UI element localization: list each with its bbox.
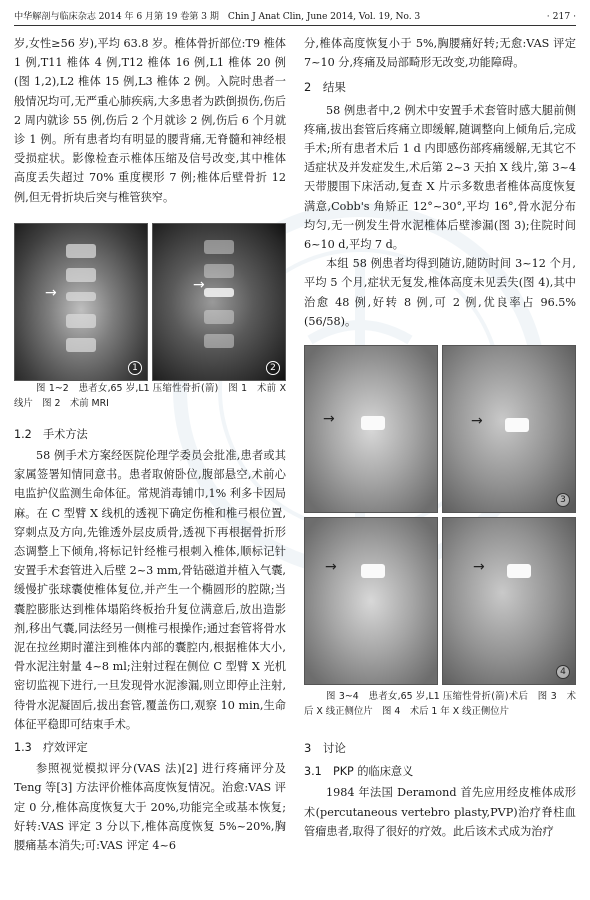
preop-xray-image bbox=[14, 223, 148, 381]
arrow-icon: → bbox=[473, 559, 485, 576]
left-column bbox=[14, 34, 286, 855]
arrow-icon: → bbox=[471, 413, 483, 430]
arrow-icon: → bbox=[323, 411, 335, 428]
figure-number: 4 bbox=[556, 665, 570, 679]
paragraph: 1984 年法国 Deramond 首先应用经皮椎体成形术(percutaneous vertebro plasty,PVP)治疗脊柱血管瘤患者,取得了很好的疗效。此后该术式成为治疗 bbox=[304, 786, 576, 838]
arrow-icon: → bbox=[45, 284, 57, 301]
arrow-icon: → bbox=[193, 276, 205, 293]
figure-caption: 图 1~2 患者女,65 岁,L1 压缩性骨折(箭) 图 1 术前 X 线片 图 2 术前 MRI bbox=[14, 382, 286, 409]
preop-mri-image bbox=[152, 223, 286, 381]
paragraph: 本组 58 例患者均得到随访,随防时间 3~12 个月,平均 5 个月,症状无复发,椎体高度未见丢失(图 4),其中治愈 48 例,好转 8 例,可 2 例,优良率占 96.5%(56/58)。 bbox=[304, 257, 576, 328]
figure-number: 1 bbox=[128, 361, 142, 375]
running-header bbox=[14, 8, 576, 26]
postop-ap-xray-image bbox=[304, 345, 438, 513]
right-column bbox=[304, 34, 576, 841]
figure-3 bbox=[304, 345, 576, 513]
paragraph: 参照视觉模拟评分(VAS 法)[2] 进行疼痛评分及 Teng 等[3] 方法评价椎体高度恢复情况。治愈:VAS 评定 0 分,椎体高度恢复大于 20%,功能完全或基本恢复;好转:VAS 评定 3 分以下,椎体高度恢复 5%~20%,胸腰痛基本消失;可:VAS 评定 4~6 bbox=[14, 762, 286, 853]
followup-lateral-xray-image bbox=[442, 517, 576, 685]
paragraph: 58 例手术方案经医院伦理学委员会批准,患者或其家属签署知情同意书。患者取俯卧位,腹部悬空,术前心电监护仪监测生命体征。常规消毒铺巾,1% 利多卡因局麻。在 C 型臂 X 线机的透视下确定伤椎和椎弓根位置,穿刺点及方向,先锥透外层皮质骨,透视下再根据骨折形态调整上下倾角,将标记针经椎弓根刺入椎体,顺标记针安置手术套管进入后壁 2~3 mm,骨钻磁道并植入气囊,缓慢扩张球囊使椎体复位,并产生一个椭圆形的腔隙;当囊腔膨胀达到椎体塌陷终板抬升复位满意后,放出造影剂,移出气囊,同法经另一侧椎弓根操作;通过套管将骨水泥在拉丝期时灌注到椎体内部的囊腔内,根据椎体大小,骨水泥注射量 4~8 ml;注射过程在侧位 C 型臂 X 光机密切监视下进行,一旦发现骨水泥渗漏,则立即停止注射,待骨水泥凝固后,拔出套管,覆盖伤口,观察 10 min,生命体征平稳即可结束手术。 bbox=[14, 449, 286, 731]
journal-title: 中华解剖与临床杂志 2014 年 6 月第 19 卷第 3 期 Chin J Anat Clin, June 2014, Vol. 19, No. 3 bbox=[14, 11, 421, 22]
figure-4 bbox=[304, 517, 576, 685]
section-heading: 1.2 手术方法 bbox=[14, 427, 88, 441]
figure-3-4 bbox=[304, 345, 576, 685]
figure-number: 3 bbox=[556, 493, 570, 507]
paragraph: 岁,女性≥56 岁),平均 63.8 岁。椎体骨折部位:T9 椎体 1 例,T11 椎体 4 例,T12 椎体 16 例,L1 椎体 20 例(图 1,2),L2 椎体 15 例,L3 椎体 2 例。入院时患者一般情况均可,无严重心肺疾病,大多患者为跌倒损伤,伤后 2 周内就诊 55 例,伤后 2 个月就诊 2 例,伤后 6 个月就诊 1 例。所有患者均有明显的腰背痛,无脊髓和神经根受损症状。影像检查示椎体压缩及信号改变,其中椎体高度丢失超过 70% 重度楔形 7 例;椎体后壁骨折 12 例,但无骨折块后突与椎管狭窄。 bbox=[14, 37, 287, 204]
section-heading: 3.1 PKP 的临床意义 bbox=[304, 765, 414, 779]
figure-caption: 图 3~4 患者女,65 岁,L1 压缩性骨折(箭)术后 图 3 术后 X 线正侧位片 图 4 术后 1 年 X 线正侧位片 bbox=[304, 691, 576, 718]
page-number: · 217 · bbox=[546, 11, 576, 22]
arrow-icon: → bbox=[325, 559, 337, 576]
paragraph: 58 例患者中,2 例术中安置手术套管时感大腿前侧疼痛,拔出套管后疼痛立即缓解,随调整向上倾角后,完成手术;所有患者术后 1 d 内即感伤部疼痛缓解,无其它不适症状及并发症发生,术后第 2~3 天拍 X 线片,第 3~4 天带腰围下床活动,复查 X 片示多数患者椎体高度恢复满意,Cobb's 角矫正 12°~30°,平均 16°,骨水泥分布均匀,无一例发生骨水泥椎体后壁渗漏(图 3);住院时间 6~10 d,平均 7 d。 bbox=[304, 103, 576, 252]
followup-ap-xray-image bbox=[304, 517, 438, 685]
figure-1-2 bbox=[14, 223, 286, 381]
figure-number: 2 bbox=[266, 361, 280, 375]
postop-lateral-xray-image bbox=[442, 345, 576, 513]
paragraph: 分,椎体高度恢复小于 5%,胸腰痛好转;无愈:VAS 评定 7~10 分,疼痛及局部畸形无改变,功能障碍。 bbox=[304, 37, 576, 70]
section-heading: 3 讨论 bbox=[304, 741, 346, 756]
section-heading: 2 结果 bbox=[304, 80, 346, 95]
section-heading: 1.3 疗效评定 bbox=[14, 741, 88, 755]
